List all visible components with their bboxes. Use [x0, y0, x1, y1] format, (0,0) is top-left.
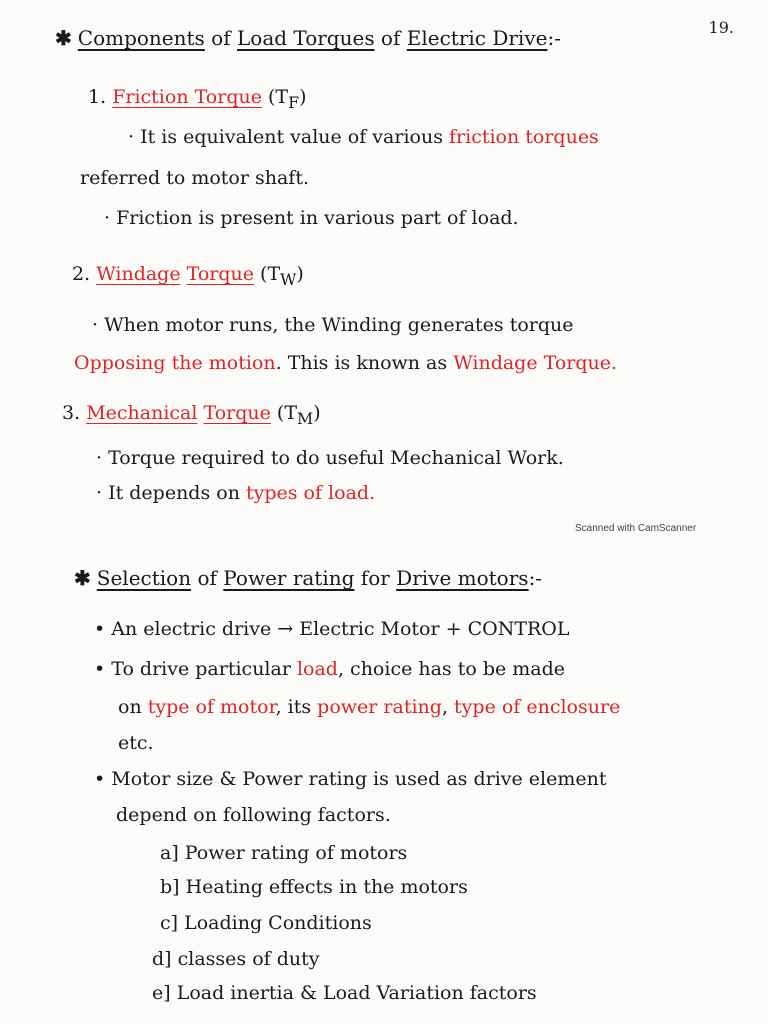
drive-bullet-3-cont: depend on following factors.	[116, 804, 391, 826]
section2-heading: ✱ Selection of Power rating for Drive motors:-	[74, 566, 543, 590]
scanner-watermark: Scanned with CamScanner	[575, 523, 697, 534]
windage-bullet-1-cont: Opposing the motion. This is known as Windage Torque.	[74, 352, 618, 374]
star-icon: ✱	[55, 26, 72, 50]
mechanical-bullet-2: · It depends on types of load.	[96, 482, 376, 504]
drive-bullet-2-cont: on type of motor, its power rating, type of enclosure	[118, 696, 621, 718]
friction-bullet-2: · Friction is present in various part of load.	[104, 207, 519, 229]
factor-item: a] Power rating of motors	[160, 842, 408, 864]
factor-item: b] Heating effects in the motors	[160, 876, 468, 898]
friction-bullet-1-cont: referred to motor shaft.	[80, 167, 310, 189]
drive-bullet-3: • Motor size & Power rating is used as drive element	[94, 768, 607, 790]
windage-bullet-1: · When motor runs, the Winding generates torque	[92, 314, 574, 336]
windage-torque-heading: 2. Windage Torque $(T_W)$	[72, 263, 304, 289]
factor-item: d] classes of duty	[152, 948, 320, 970]
drive-bullet-1: • An electric drive → Electric Motor + CONTROL	[94, 618, 570, 640]
star-icon: ✱	[74, 566, 91, 590]
mechanical-bullet-1: · Torque required to do useful Mechanical Work.	[96, 447, 564, 469]
friction-torque-heading: 1. Friction Torque $(T_F)$	[88, 86, 307, 112]
factor-item: e] Load inertia & Load Variation factors	[152, 982, 537, 1004]
factor-item: c] Loading Conditions	[160, 912, 372, 934]
page-number: 19.	[708, 18, 734, 37]
drive-bullet-2-etc: etc.	[118, 732, 154, 754]
section1-heading: ✱ Components of Load Torques of Electric Drive:-	[55, 26, 561, 50]
friction-bullet-1: · It is equivalent value of various friction torques	[128, 126, 599, 148]
mechanical-torque-heading: 3. Mechanical Torque $(T_M)$	[62, 402, 321, 428]
drive-bullet-2: • To drive particular load, choice has to be made	[94, 658, 566, 680]
